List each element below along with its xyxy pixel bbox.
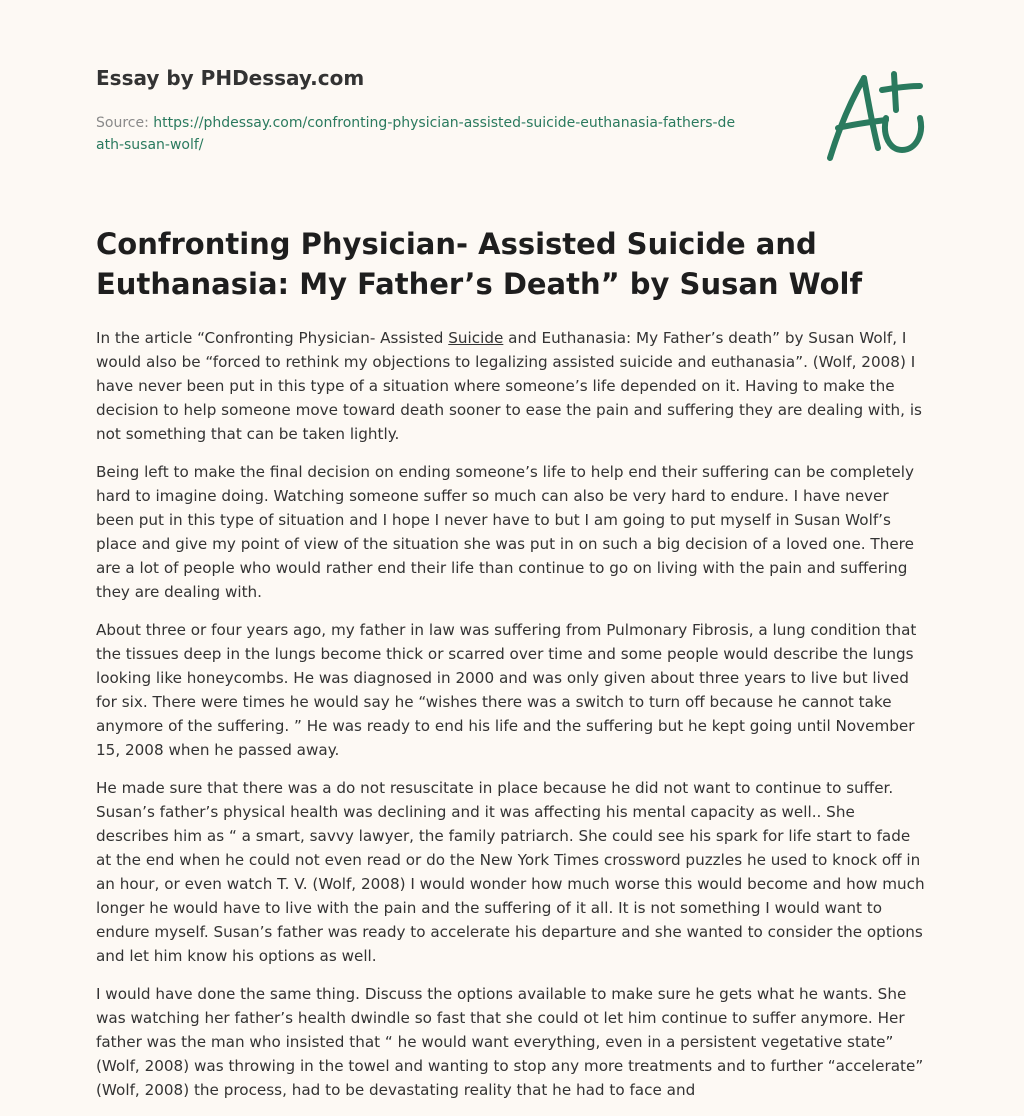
essay-title: Confronting Physician- Assisted Suicide and Euthanasia: My Father’s Death” by Susan Wolf bbox=[96, 227, 863, 301]
source-line bbox=[96, 112, 736, 156]
source-link[interactable]: https://phdessay.com/confronting-physician-assisted-suicide-euthanasia-fathers-death-susan-wolf/ bbox=[96, 115, 736, 153]
paragraph-text: In the article “Confronting Physician- Assisted bbox=[96, 329, 449, 347]
paragraph-text: and Euthanasia: My Father’s death” by Susan Wolf, I would also be “forced to rethink my objections to legalizing assisted suicide and euthanasia”. (Wolf, 2008) I have never been put in this type of a situation where someone’s life depended on it. Having to make the decision to help someone move toward death sooner to ease the pain and suffering they are dealing with, is not something that can be taken lightly. bbox=[96, 329, 922, 443]
a-plus-grade-icon bbox=[824, 66, 928, 166]
paragraph: I would have done the same thing. Discuss the options available to make sure he gets what he wants. She was watching her father’s health dwindle so fast that she could ot let him continue to suffer anymore. Her father was the man who insisted that “ he would want everything, even in a persistent vegetative state” (Wolf, 2008) was throwing in the towel and wanting to stop any more treatments and to further “accelerate” (Wolf, 2008) the process, had to be devastating reality that he had to face and bbox=[96, 985, 924, 1099]
site-name: Essay by PHDessay.com bbox=[96, 66, 365, 90]
suicide-link[interactable]: Suicide bbox=[448, 329, 504, 347]
paragraph: Being left to make the final decision on ending someone’s life to help end their suffering can be completely hard to imagine doing. Watching someone suffer so much can also be very hard to endure. I have never been put in this type of situation and I hope I never have to but I am going to put myself in Susan Wolf’s place and give my point of view of the situation she was put in on such a big decision of a loved one. There are a lot of people who would rather end their life than continue to go on living with the pain and suffering they are dealing with. bbox=[96, 463, 914, 601]
essay-body bbox=[96, 326, 928, 1116]
paragraph: About three or four years ago, my father in law was suffering from Pulmonary Fibrosis, a lung condition that the tissues deep in the lungs become thick or scarred over time and some people would describe the lungs looking like honeycombs. He was diagnosed in 2000 and was only given about three years to live but lived for six. There were times he would say he “wishes there was a switch to turn off because he cannot take anymore of the suffering. ” He was ready to end his life and the suffering but he kept going until November 15, 2008 when he passed away. bbox=[96, 621, 917, 759]
paragraph: He made sure that there was a do not resuscitate in place because he did not want to continue to suffer. Susan’s father’s physical health was declining and it was affecting his mental capacity as well.. She describes him as “ a smart, savvy lawyer, the family patriarch. She could see his spark for life start to fade at the end when he could not even read or do the New York Times crossword puzzles he used to knock off in an hour, or even watch T. V. (Wolf, 2008) I would wonder how much worse this would become and how much longer he would have to live with the pain and the suffering of it all. It is not something I would want to endure myself. Susan’s father was ready to accelerate his departure and she wanted to consider the options and let him know his options as well. bbox=[96, 779, 925, 965]
source-label: Source: bbox=[96, 115, 154, 131]
paragraph bbox=[96, 326, 928, 446]
